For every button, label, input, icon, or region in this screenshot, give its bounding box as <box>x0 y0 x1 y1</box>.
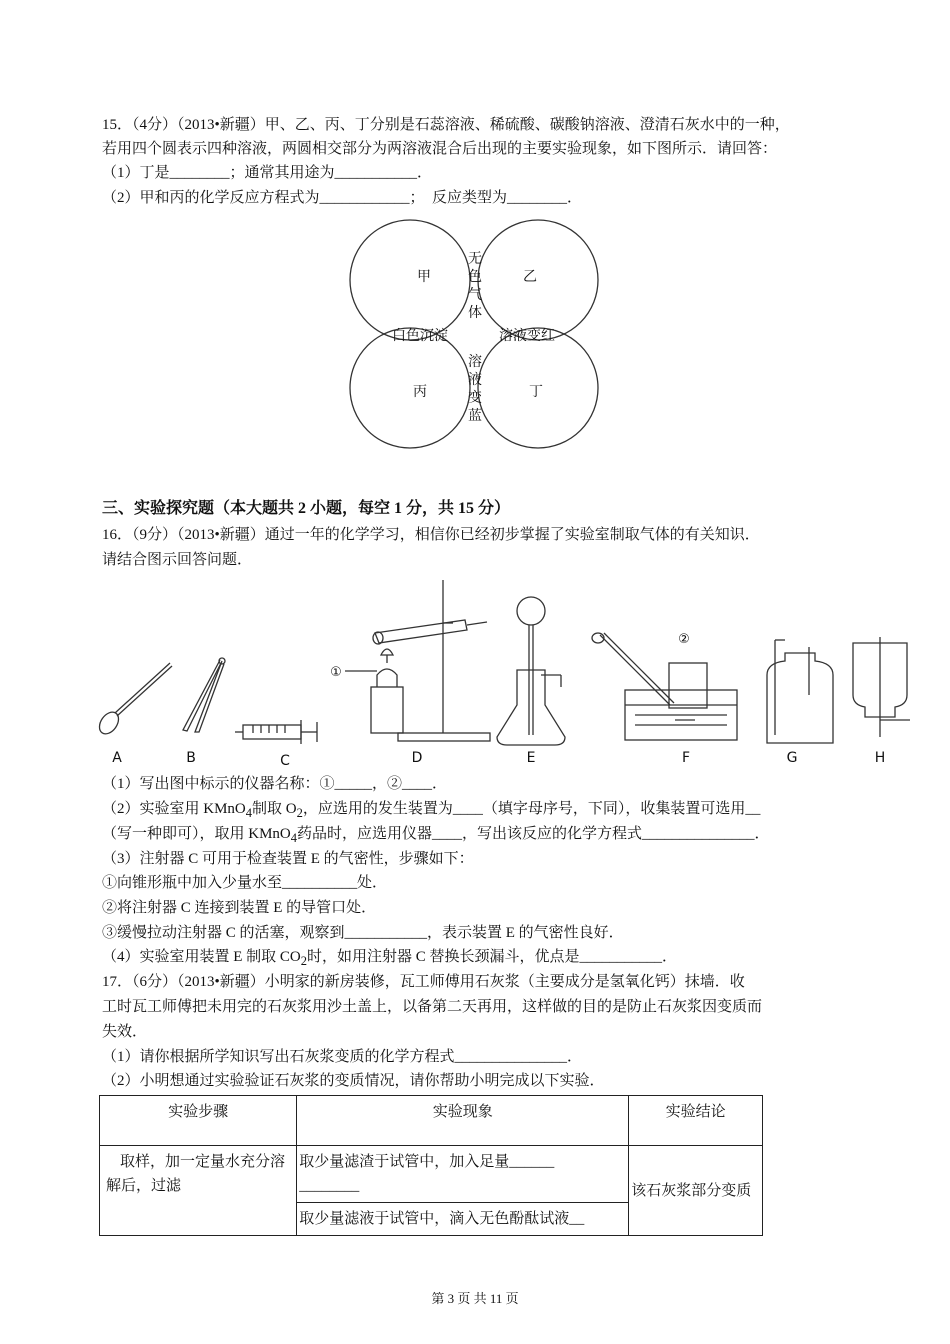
apparatus-label-e: E <box>526 750 536 766</box>
venn-diagram <box>340 218 610 458</box>
venn-jia-label: 甲 <box>417 269 431 285</box>
apparatus-figure <box>95 575 915 770</box>
header-phenomena: 实验现象 <box>297 1096 629 1146</box>
apparatus-label-a: A <box>112 750 122 766</box>
venn-bottom-2: 液 <box>468 372 482 388</box>
spoon-icon <box>96 663 172 737</box>
heating-apparatus-icon <box>345 580 490 741</box>
venn-ding-label: 丁 <box>529 384 543 400</box>
venn-bottom-3: 变 <box>468 390 482 406</box>
marker-2: ② <box>678 632 690 647</box>
venn-top-3: 气 <box>468 287 482 303</box>
apparatus-label-h: H <box>874 750 886 766</box>
q16-part1: （1）写出图中标示的仪器名称：①_____，②____． <box>102 776 448 792</box>
venn-right-label: 溶液变红 <box>499 328 555 344</box>
venn-bottom-4: 蓝 <box>468 408 482 424</box>
q17-part2: （2）小明想通过实验验证石灰浆的变质情况，请你帮助小明完成以下实验． <box>102 1073 605 1089</box>
header-conclusion: 实验结论 <box>629 1096 763 1146</box>
q16-part2-line2: （写一种即可），取用 KMnO$_4$药品时，应选用仪器____，写出该反应的化学方程式_______________． <box>102 826 770 845</box>
venn-bing-label: 丙 <box>413 384 427 400</box>
q16-step3: ③缓慢拉动注射器 C 的活塞，观察到___________，表示装置 E 的气密性良好． <box>102 925 624 941</box>
venn-left-label: 白色沉淀 <box>392 328 448 344</box>
q17-line1: 17．（6分）（2013•新疆）小明家的新房装修，瓦工师傅用石灰浆（主要成分是氢氧化钙）抹墙．收 <box>102 974 745 990</box>
conclusion-cell: 该石灰浆部分变质 <box>629 1146 763 1236</box>
phenomenon-2-cell: 取少量滤液于试管中，滴入无色酚酞试液__ <box>297 1203 629 1236</box>
header-steps: 实验步骤 <box>100 1096 297 1146</box>
apparatus-label-f: F <box>681 750 691 766</box>
page-footer: 第 3 页 共 11 页 <box>431 1291 519 1306</box>
venn-bottom-1: 溶 <box>468 354 482 370</box>
tweezers-icon <box>183 658 225 732</box>
marker-1: ① <box>330 665 342 680</box>
q15-line1: 15．（4分）（2013•新疆）甲、乙、丙、丁分别是石蕊溶液、稀硫酸、碳酸钠溶液、澄清石灰水中的一种， <box>102 117 790 133</box>
venn-top-1: 无 <box>468 251 482 267</box>
q16-part4: （4）实验室用装置 E 制取 $CO_2$时，如用注射器 C 替换长颈漏斗，优点是___________． <box>102 949 678 968</box>
apparatus-label-g: G <box>786 750 798 766</box>
syringe-icon <box>235 720 317 744</box>
q16-step2: ②将注射器 C 连接到装置 E 的导管口处． <box>102 900 377 916</box>
experiment-table <box>99 1095 763 1236</box>
q16-part2-line1: （2）实验室用 KMnO$_4$制取 $O_2$，应选用的发生装置为____（填字母序号，下同），收集装置可选用__ <box>102 801 761 820</box>
inverted-bottle-icon <box>853 637 910 737</box>
q17-part1: （1）请你根据所学知识写出石灰浆变质的化学方程式_______________． <box>102 1049 583 1065</box>
apparatus-label-d: D <box>411 750 423 766</box>
gas-bottle-icon <box>767 640 833 743</box>
q17-line3: 失效． <box>102 1024 148 1040</box>
step-cell: 取样，加一定量水充分溶解后，过滤 <box>100 1146 297 1236</box>
venn-top-2: 色 <box>468 269 482 285</box>
q16-step1: ①向锥形瓶中加入少量水至__________处． <box>102 875 388 891</box>
phenomenon-1-cell: 取少量滤渣于试管中，加入足量______ ________ <box>297 1146 629 1203</box>
q17-line2: 工时瓦工师傅把未用完的石灰浆用沙土盖上，以备第二天再用，这样做的目的是防止石灰浆因变质而 <box>102 999 763 1015</box>
q15-line3: （1）丁是________；通常其用途为___________． <box>102 165 433 181</box>
q16-line2: 请结合图示回答问题． <box>102 552 253 568</box>
q15-line2: 若用四个圆表示四种溶液，两圆相交部分为两溶液混合后出现的主要实验现象，如下图所示．请回答： <box>102 141 778 157</box>
section3-title: 三、实验探究题（本大题共 2 小题，每空 1 分，共 15 分） <box>102 500 511 517</box>
apparatus-label-b: B <box>186 750 196 766</box>
q15-line4: （2）甲和丙的化学反应方程式为____________； 反应类型为________． <box>102 190 583 206</box>
flask-funnel-icon <box>497 597 565 745</box>
q16-part3: （3）注射器 C 可用于检查装置 E 的气密性，步骤如下： <box>102 851 474 867</box>
water-trough-icon <box>592 633 737 740</box>
venn-yi-label: 乙 <box>523 269 537 285</box>
venn-top-4: 体 <box>468 305 482 321</box>
q16-line1: 16．（9分）（2013•新疆）通过一年的化学学习，相信你已经初步掌握了实验室制取气体的有关知识． <box>102 527 760 543</box>
apparatus-label-c: C <box>280 753 290 769</box>
